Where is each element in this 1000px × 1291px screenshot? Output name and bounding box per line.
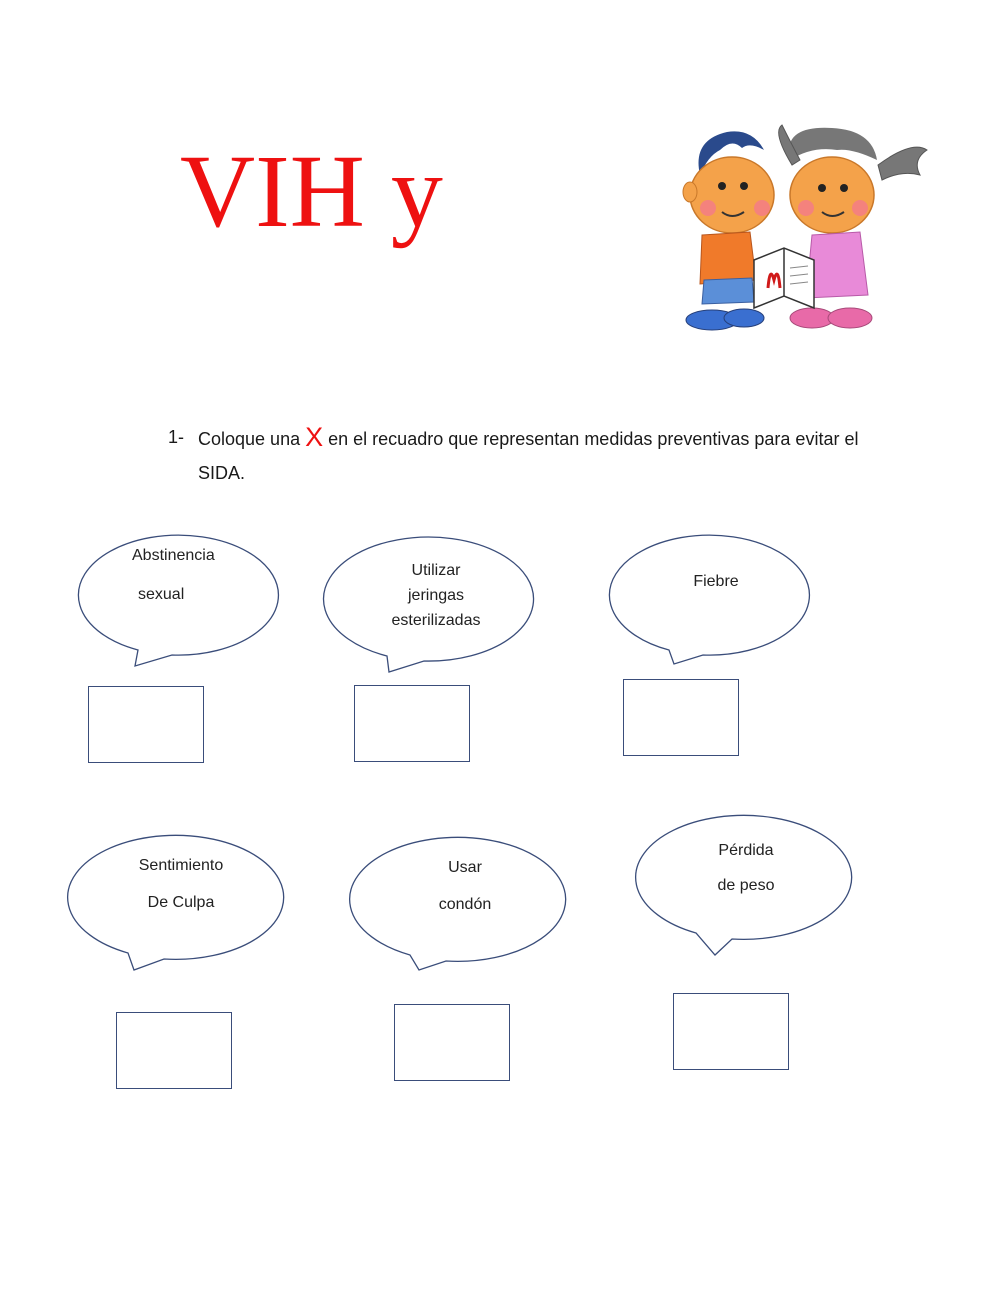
option-4-label: Sentimiento De Culpa: [138, 857, 224, 911]
question-number: 1-: [168, 427, 185, 447]
option-6-label: Pérdida de peso: [717, 842, 775, 894]
answer-box-6[interactable]: [673, 993, 789, 1070]
x-mark: X: [305, 422, 324, 452]
option-5-label: Usar condón: [438, 859, 492, 913]
option-3-label: Fiebre: [693, 573, 739, 590]
answer-box-4[interactable]: [116, 1012, 232, 1089]
answer-box-1[interactable]: [88, 686, 204, 763]
answer-box-5[interactable]: [394, 1004, 510, 1081]
speech-bubble-3: [609, 535, 809, 664]
option-2-label: Utilizar jeringas esterilizadas: [391, 562, 481, 629]
question-text-after: en el recuadro que representan medidas preventivas para evitar el SIDA.: [198, 429, 859, 483]
answer-box-3[interactable]: [623, 679, 739, 756]
page-title: VIH y: [180, 134, 443, 249]
answer-box-2[interactable]: [354, 685, 470, 762]
option-1-label: Abstinencia sexual: [132, 547, 215, 603]
question-text-before: Coloque una: [198, 429, 301, 449]
